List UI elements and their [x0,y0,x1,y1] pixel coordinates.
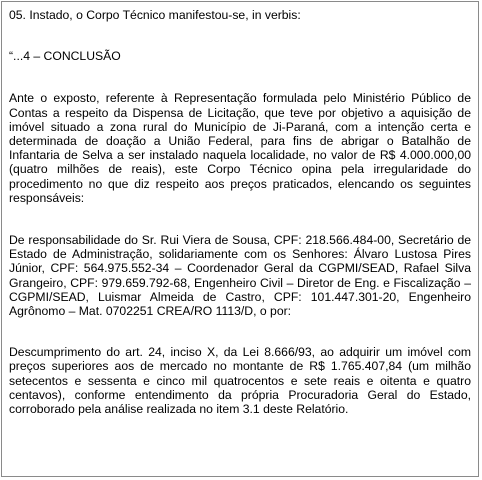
item-intro: 05. Instado, o Corpo Técnico manifestou-se, in verbis: [9,8,301,22]
quote-heading: “...4 – CONCLUSÃO [9,49,121,64]
document-page [1,1,479,477]
spacer [9,22,471,49]
finding-paragraph: Descumprimento do art. 24, inciso X, da Lei 8.666/93, ao adquirir um imóvel com preços superiores aos de mercado no montante de R$ 1.765.407,84 (um milhão setecentos e sessenta e cinco mil quatrocentos e sete reais e oitenta e quatro centavos), conforme entendimento da própria Procuradoria Geral do Estado, corroborado pela análise realizada no item 3.1 deste Relatório. [9,345,471,417]
spacer [9,318,471,345]
document-body [2,2,478,416]
spacer [9,205,471,233]
responsibility-paragraph: De responsabilidade do Sr. Rui Viera de Sousa, CPF: 218.566.484-00, Secretário de Estado de Administração, solidariamente com os Senhores: Álvaro Lustosa Pires Júnior, CPF: 564.975.552-34 – Coordenador Geral da CGPMI/SEAD, Rafael Silva Grangeiro, CPF: 979.659.792-68, Engenheiro Civil – Diretor de Eng. e Fiscalização – CGPMI/SEAD, Luismar Almeida de Castro, CPF: 101.447.301-20, Engenheiro Agrônomo – Mat. 0702251 CREA/RO 1113/D, o por: [9,233,471,319]
conclusion-paragraph: Ante o exposto, referente à Representação formulada pelo Ministério Público de Contas a respeito da Dispensa de Licitação, que teve por objetivo a aquisição de imóvel situado a zona rural do Município de Ji-Paraná, com a intenção certa e determinada de doação a União Federal, para fins de abrigar o Batalhão de Infantaria de Selva a ser instalado naquela localidade, no valor de R$ 4.000.000,00 (quatro milhões de reais), este Corpo Técnico opina pela irregularidade do procedimento no que diz respeito aos preços praticados, elencando os seguintes responsáveis: [9,91,471,205]
spacer [9,63,471,91]
